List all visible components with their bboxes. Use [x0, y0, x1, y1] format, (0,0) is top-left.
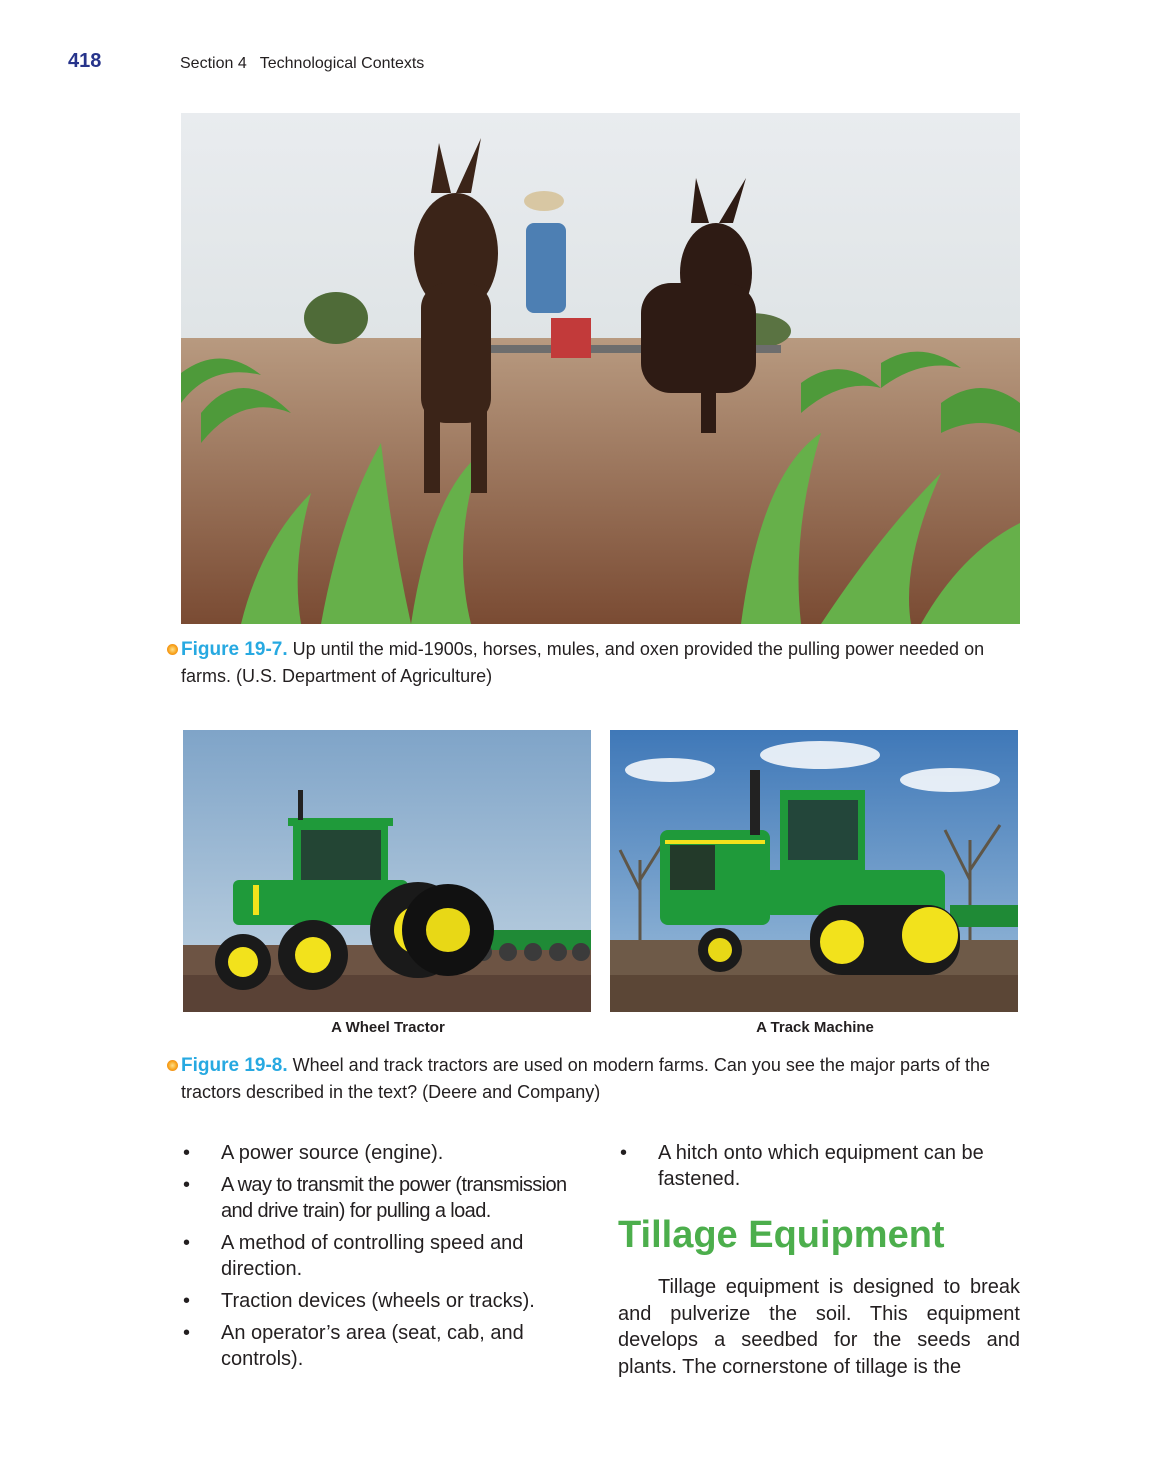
list-item — [181, 1288, 586, 1314]
wheel-tractor-photo — [183, 730, 591, 1012]
list-item — [181, 1140, 586, 1166]
list-item — [181, 1320, 586, 1372]
figure-19-7-text: Up until the mid-1900s, horses, mules, and oxen provided the pulling power needed on farms. (U.S. Department of Agriculture) — [181, 639, 985, 686]
list-item-text: An operator’s area (seat, cab, and controls). — [221, 1322, 524, 1370]
list-item-text: A way to transmit the power (transmission and drive train) for pulling a load. — [221, 1174, 567, 1222]
figure-19-7-caption — [181, 636, 1021, 689]
page-number: 418 — [68, 50, 102, 72]
figure-19-8-text: Wheel and track tractors are used on modern farms. Can you see the major parts of the tractors described in the text? (Deere and Company) — [181, 1055, 990, 1102]
running-head: Section 4 Technological Contexts — [180, 55, 425, 72]
figure-19-8-label: Figure 19-8. — [181, 1055, 288, 1076]
track-machine-photo — [610, 730, 1018, 1012]
list-item — [618, 1140, 1020, 1192]
bullet-icon: • — [183, 1142, 191, 1164]
bullet-icon: • — [183, 1174, 191, 1196]
list-item-text: Traction devices (wheels or tracks). — [221, 1290, 535, 1312]
track-machine-label: A Track Machine — [756, 1019, 874, 1036]
bullet-icon: • — [620, 1142, 628, 1164]
list-item-text: A hitch onto which equipment can be fastened. — [658, 1142, 984, 1190]
list-item — [181, 1172, 586, 1224]
mules-plowing-photo — [181, 113, 1020, 624]
figure-marker-icon — [167, 1060, 178, 1071]
bullet-icon: • — [183, 1232, 191, 1254]
figure-marker-icon — [167, 644, 178, 655]
figure-19-8-caption — [181, 1052, 1021, 1105]
list-item-text: A power source (engine). — [221, 1142, 444, 1164]
wheel-tractor-label: A Wheel Tractor — [331, 1019, 445, 1036]
section-heading: Tillage Equipment — [618, 1214, 945, 1256]
bullet-icon: • — [183, 1290, 191, 1312]
list-item — [181, 1230, 586, 1282]
tractor-parts-list — [181, 1140, 586, 1378]
body-paragraph: Tillage equipment is designed to break and pulverize the soil. This equipment develops a seedbed for the seeds and plants. The cornerstone of tillage is the — [618, 1276, 1020, 1378]
list-item-text: A method of controlling speed and direction. — [221, 1232, 524, 1280]
figure-19-7-label: Figure 19-7. — [181, 639, 288, 660]
bullet-icon: • — [183, 1322, 191, 1344]
tractor-parts-list-continued — [618, 1140, 1020, 1198]
